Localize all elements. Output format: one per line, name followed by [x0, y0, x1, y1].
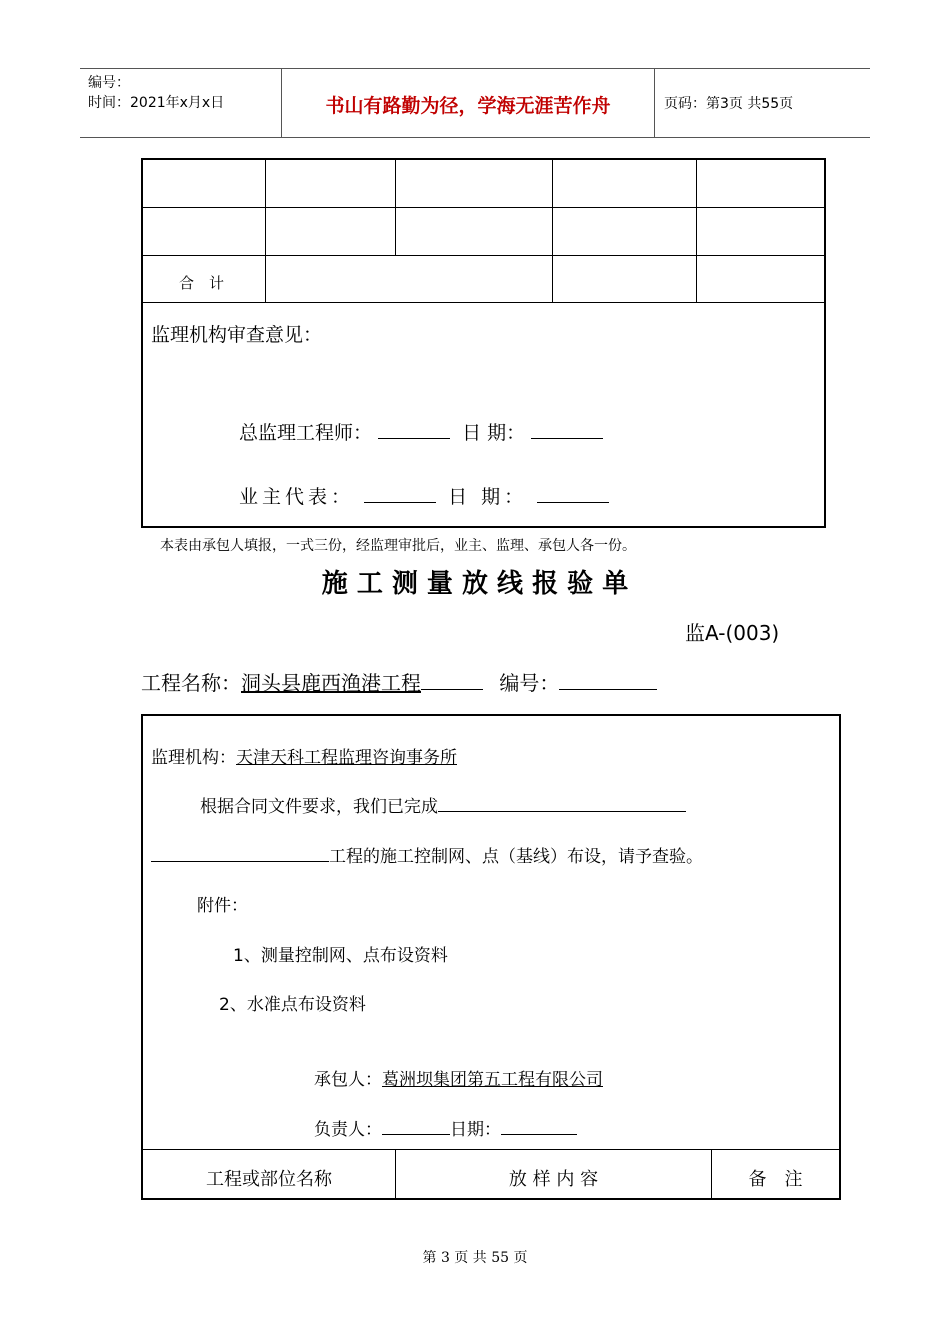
completed-work-blank[interactable]: [438, 793, 686, 812]
table-col-divider: [552, 160, 553, 302]
table-note: 本表由承包人填报，一式三份，经监理审批后，业主、监理、承包人各一份。: [160, 538, 636, 554]
project-line: [141, 667, 657, 696]
chief-engineer-label: 总监理工程师：: [239, 422, 373, 444]
project-name: 洞头县鹿西渔港工程: [241, 671, 421, 695]
table-col-divider: [395, 160, 396, 255]
chief-engineer-line: [239, 418, 603, 445]
paragraph-1: [200, 792, 686, 817]
project-label: 工程名称：: [141, 671, 241, 695]
responsible-line: [314, 1115, 577, 1140]
table-col-divider: [696, 160, 697, 302]
form-code: 监A-(003): [685, 621, 780, 645]
table-col-divider: [265, 160, 266, 302]
page-header: [80, 68, 870, 138]
header-divider: [654, 69, 655, 137]
header-motto: 书山有路勤为径，学海无涯苦作舟: [325, 95, 611, 117]
org-label: 监理机构：: [151, 748, 236, 768]
table-row-divider: [143, 255, 824, 256]
contractor-name: 葛洲坝集团第五工程有限公司: [382, 1070, 603, 1090]
para1-text: 根据合同文件要求，我们已完成: [200, 797, 438, 817]
contractor-label: 承包人：: [314, 1070, 382, 1090]
column-header-project-part: 工程或部位名称: [206, 1169, 332, 1190]
page-footer: 第 3 页 共 55 页: [422, 1250, 528, 1266]
column-header-content: 放 样 内 容: [508, 1169, 599, 1190]
header-time: 时间：2021年x月x日: [88, 95, 225, 111]
project-part-blank[interactable]: [151, 843, 329, 862]
org-line: [151, 743, 457, 768]
attachments-label: 附件：: [197, 896, 248, 916]
owner-date-blank[interactable]: [537, 484, 609, 503]
project-name-blank[interactable]: [421, 671, 483, 690]
summary-table: [141, 158, 826, 528]
header-page-info: 页码：第3页 共55页: [664, 96, 794, 112]
chief-date-label: 日 期：: [462, 422, 526, 444]
owner-line: [239, 482, 609, 509]
responsible-date-label: 日期：: [450, 1120, 501, 1140]
form-title: 施 工 测 量 放 线 报 验 单: [321, 569, 629, 599]
org-name: 天津天科工程监理咨询事务所: [236, 748, 457, 768]
owner-label: 业主代表：: [239, 486, 355, 508]
header-number: 编号：: [88, 75, 130, 91]
table-row-divider: [143, 302, 824, 303]
contractor-line: [314, 1065, 603, 1090]
paragraph-2: [151, 842, 703, 867]
owner-signature-blank[interactable]: [364, 484, 436, 503]
total-label: 合 计: [179, 274, 225, 292]
responsible-blank[interactable]: [382, 1116, 450, 1135]
para2-text: 工程的施工控制网、点（基线）布设，请予查验。: [329, 847, 703, 867]
form-number-label: 编号：: [499, 671, 560, 695]
attachment-item-1: 1、测量控制网、点布设资料: [233, 946, 448, 966]
responsible-label: 负责人：: [314, 1120, 382, 1140]
column-header-remarks: 备 注: [748, 1169, 803, 1190]
form-number-blank[interactable]: [559, 671, 657, 690]
chief-signature-blank[interactable]: [378, 420, 450, 439]
attachment-item-2: 2、水准点布设资料: [219, 995, 366, 1015]
header-meta: [88, 73, 224, 113]
table-header-divider: [143, 1149, 839, 1150]
survey-form: [141, 714, 841, 1200]
table-row-divider: [143, 207, 824, 208]
review-label: 监理机构审查意见：: [151, 324, 323, 346]
responsible-date-blank[interactable]: [501, 1116, 577, 1135]
owner-date-label: 日 期：: [448, 486, 528, 508]
chief-date-blank[interactable]: [531, 420, 603, 439]
